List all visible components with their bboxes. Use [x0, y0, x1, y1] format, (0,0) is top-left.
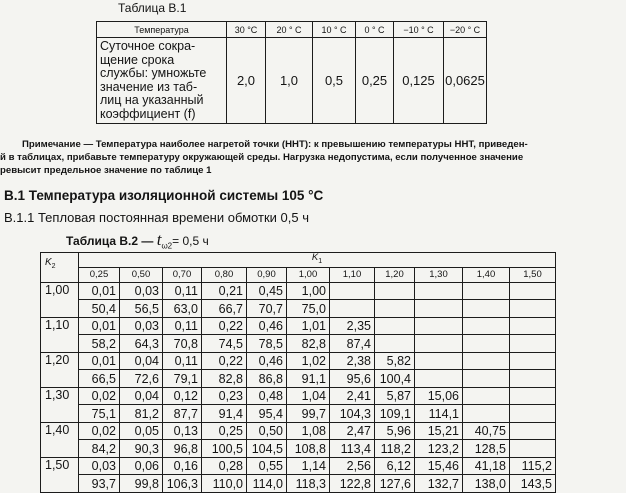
k1-value: 1,00 [287, 267, 330, 282]
table-cell-time: 0,46 [247, 352, 287, 370]
table-cell-time [510, 317, 556, 335]
table-cell-time: 0,01 [79, 317, 120, 335]
note-text: — Температура наиболее нагретой точки (ННТ): к превышению температуры ННТ, приведен- [80, 139, 528, 150]
table-b1-temp: 30 °C [227, 22, 266, 38]
table-cell-time: 0,03 [79, 457, 120, 475]
table-cell-time: 0,02 [79, 422, 120, 440]
table-cell-time: 1,02 [287, 352, 330, 370]
table-cell-time [415, 352, 463, 370]
desc-line: щение срока [100, 52, 175, 67]
table-cell-time: 5,87 [375, 387, 415, 405]
note-line-3 [0, 164, 626, 177]
table-cell-time: 0,04 [120, 387, 163, 405]
table-b2-caption-suffix: = 0,5 ч [172, 234, 209, 248]
k1-value: 0,80 [202, 267, 247, 282]
table-cell-temp: 64,3 [120, 335, 163, 353]
table-cell-time: 6,12 [375, 457, 415, 475]
k1-value: 0,70 [163, 267, 202, 282]
table-b1-value: 2,0 [227, 38, 266, 124]
table-b1 [96, 21, 487, 124]
note-text: й в таблицах, прибавьте температуру окружающей среды. Нагрузка недопустима, если полученное значение [0, 152, 524, 163]
table-cell-temp: 138,0 [463, 475, 510, 493]
table-cell-time: 0,11 [163, 317, 202, 335]
table-row [41, 300, 556, 318]
table-cell-temp: 79,1 [163, 370, 202, 388]
table-cell-time: 1,14 [287, 457, 330, 475]
table-b1-value: 0,125 [394, 38, 444, 124]
table-b1-value: 1,0 [266, 38, 313, 124]
table-cell-temp: 70,7 [247, 300, 287, 318]
table-cell-time: 1,01 [287, 317, 330, 335]
table-b2-k1-header-row [41, 253, 556, 268]
table-cell-temp: 56,5 [120, 300, 163, 318]
table-cell-temp: 82,8 [202, 370, 247, 388]
k1-value: 0,50 [120, 267, 163, 282]
table-cell-time: 1,04 [287, 387, 330, 405]
table-cell-temp: 118,3 [287, 475, 330, 493]
table-cell-temp: 122,8 [330, 475, 375, 493]
table-cell-time [510, 387, 556, 405]
k1-value: 1,50 [510, 267, 556, 282]
table-cell-temp: 82,8 [287, 335, 330, 353]
table-cell-time: 15,21 [415, 422, 463, 440]
table-cell-temp: 109,1 [375, 405, 415, 423]
table-cell-temp [510, 300, 556, 318]
table-cell-temp: 114,1 [415, 405, 463, 423]
table-cell-temp [510, 405, 556, 423]
table-cell-time: 15,46 [415, 457, 463, 475]
desc-line: значение из таб- [100, 79, 198, 94]
table-row [41, 475, 556, 493]
k1-value: 1,20 [375, 267, 415, 282]
table-cell-temp: 75,1 [79, 405, 120, 423]
table-cell-time [510, 352, 556, 370]
table-cell-time: 1,08 [287, 422, 330, 440]
table-cell-temp: 106,3 [163, 475, 202, 493]
table-b1-value: 0,0625 [444, 38, 487, 124]
table-b2 [40, 252, 556, 493]
table-cell-time: 0,23 [202, 387, 247, 405]
k1-value: 0,25 [79, 267, 120, 282]
table-cell-temp: 104,5 [247, 440, 287, 458]
k2-header [41, 253, 79, 283]
table-cell-time: 115,2 [510, 457, 556, 475]
k2-value: 1,30 [41, 387, 79, 422]
table-cell-time: 2,38 [330, 352, 375, 370]
table-b1-header-row [97, 22, 487, 38]
table-cell-time: 0,22 [202, 352, 247, 370]
table-cell-temp: 86,8 [247, 370, 287, 388]
table-cell-time [415, 282, 463, 300]
k1-value: 1,40 [463, 267, 510, 282]
note-text: ревысит предельное значение по таблице 1 [0, 165, 212, 176]
table-row [41, 440, 556, 458]
table-cell-temp [510, 370, 556, 388]
table-cell-time: 0,21 [202, 282, 247, 300]
table-row [41, 387, 556, 405]
table-cell-time: 0,25 [202, 422, 247, 440]
section-title: В.1 Температура изоляционной системы 105 °С [4, 188, 324, 203]
table-cell-temp [510, 335, 556, 353]
k2-value: 1,00 [41, 282, 79, 317]
k1-header [79, 253, 556, 268]
table-cell-time [463, 282, 510, 300]
k1-value: 1,10 [330, 267, 375, 282]
table-cell-temp: 96,8 [163, 440, 202, 458]
table-cell-temp [463, 370, 510, 388]
table-cell-temp: 127,6 [375, 475, 415, 493]
table-cell-temp: 100,5 [202, 440, 247, 458]
table-b2-k1-values-row [41, 267, 556, 282]
table-cell-temp [415, 300, 463, 318]
desc-line: коэффициент (f) [100, 106, 196, 121]
desc-line: лиц на указанный [100, 93, 204, 107]
table-cell-temp: 66,5 [79, 370, 120, 388]
table-cell-temp [375, 300, 415, 318]
table-cell-temp: 74,5 [202, 335, 247, 353]
table-cell-time: 0,01 [79, 282, 120, 300]
table-cell-temp: 58,2 [79, 335, 120, 353]
table-b1-temp: −10 ° C [394, 22, 444, 38]
table-cell-temp: 143,5 [510, 475, 556, 493]
table-cell-time: 0,13 [163, 422, 202, 440]
table-cell-temp: 123,2 [415, 440, 463, 458]
table-cell-time: 0,45 [247, 282, 287, 300]
table-cell-temp [375, 335, 415, 353]
table-cell-time: 0,48 [247, 387, 287, 405]
k2-sub: 2 [51, 263, 56, 270]
table-b1-temp: 10 ° C [313, 22, 356, 38]
table-cell-temp: 128,5 [463, 440, 510, 458]
table-cell-time: 0,02 [79, 387, 120, 405]
table-cell-temp: 95,4 [247, 405, 287, 423]
table-cell-temp [463, 335, 510, 353]
table-cell-temp: 132,7 [415, 475, 463, 493]
table-cell-time: 2,56 [330, 457, 375, 475]
table-cell-temp: 87,4 [330, 335, 375, 353]
table-cell-temp: 81,2 [120, 405, 163, 423]
table-b1-header-label: Температура [97, 22, 227, 38]
table-cell-temp: 75,0 [287, 300, 330, 318]
table-cell-time [375, 317, 415, 335]
k2-value: 1,50 [41, 457, 79, 492]
table-cell-time: 0,11 [163, 352, 202, 370]
table-b2-body [41, 282, 556, 492]
table-row [41, 335, 556, 353]
k1-value: 0,90 [247, 267, 287, 282]
note-line-2 [0, 151, 626, 164]
table-cell-temp: 91,4 [202, 405, 247, 423]
k2-value: 1,10 [41, 317, 79, 352]
table-b1-value: 0,5 [313, 38, 356, 124]
table-cell-temp: 99,8 [120, 475, 163, 493]
table-cell-time: 0,22 [202, 317, 247, 335]
table-cell-time: 0,11 [163, 282, 202, 300]
table-cell-time: 2,41 [330, 387, 375, 405]
table-cell-temp [330, 300, 375, 318]
table-cell-temp [463, 405, 510, 423]
table-b1-temp: −20 ° C [444, 22, 487, 38]
table-cell-time: 0,04 [120, 352, 163, 370]
table-row [41, 317, 556, 335]
table-cell-temp: 91,1 [287, 370, 330, 388]
table-cell-time: 0,01 [79, 352, 120, 370]
table-cell-temp: 90,3 [120, 440, 163, 458]
table-row [41, 352, 556, 370]
table-cell-time: 0,05 [120, 422, 163, 440]
table-row [41, 422, 556, 440]
table-cell-temp: 70,8 [163, 335, 202, 353]
table-b1-data-row [97, 38, 487, 124]
table-cell-temp: 50,4 [79, 300, 120, 318]
note-line-1 [22, 138, 626, 151]
table-cell-temp: 100,4 [375, 370, 415, 388]
table-cell-time [375, 282, 415, 300]
table-cell-time [463, 317, 510, 335]
table-cell-time: 0,16 [163, 457, 202, 475]
table-row [41, 282, 556, 300]
table-cell-temp [510, 440, 556, 458]
table-cell-time [510, 422, 556, 440]
table-cell-time [463, 352, 510, 370]
table-b1-temp: 0 ° C [356, 22, 394, 38]
table-cell-temp [415, 370, 463, 388]
k1-value: 1,30 [415, 267, 463, 282]
table-cell-temp: 78,5 [247, 335, 287, 353]
table-b2-caption-symbol: t [156, 230, 162, 249]
table-cell-time: 0,06 [120, 457, 163, 475]
section-subtitle: В.1.1 Тепловая постоянная времени обмотки 0,5 ч [4, 210, 309, 225]
table-cell-temp: 114,0 [247, 475, 287, 493]
table-cell-time: 0,55 [247, 457, 287, 475]
table-cell-temp: 87,7 [163, 405, 202, 423]
table-b2-caption-prefix: Таблица В.2 — [66, 234, 154, 248]
note-label: Примечание [22, 139, 81, 150]
table-cell-time: 5,82 [375, 352, 415, 370]
table-cell-temp: 95,6 [330, 370, 375, 388]
k1-label: K [311, 252, 319, 263]
table-cell-temp: 118,2 [375, 440, 415, 458]
table-cell-temp: 93,7 [79, 475, 120, 493]
table-b1-temp: 20 ° C [266, 22, 313, 38]
table-cell-time: 40,75 [463, 422, 510, 440]
k2-value: 1,40 [41, 422, 79, 457]
table-cell-temp: 110,0 [202, 475, 247, 493]
table-cell-temp: 108,8 [287, 440, 330, 458]
table-cell-time: 41,18 [463, 457, 510, 475]
desc-line: службы: умножьте [100, 66, 207, 80]
table-b1-value: 0,25 [356, 38, 394, 124]
table-cell-temp [463, 300, 510, 318]
table-cell-temp: 72,6 [120, 370, 163, 388]
table-cell-time: 0,03 [120, 317, 163, 335]
table-cell-time: 2,47 [330, 422, 375, 440]
table-cell-temp: 63,0 [163, 300, 202, 318]
table-cell-time: 0,28 [202, 457, 247, 475]
desc-line: Суточное сокра- [100, 39, 196, 53]
k2-value: 1,20 [41, 352, 79, 387]
table-cell-temp: 66,7 [202, 300, 247, 318]
table-cell-temp: 99,7 [287, 405, 330, 423]
table-b1-description [97, 38, 227, 124]
table-b2-caption [66, 230, 209, 250]
table-cell-time: 0,12 [163, 387, 202, 405]
k1-sub: 1 [318, 257, 323, 265]
table-row [41, 405, 556, 423]
table-cell-temp: 113,4 [330, 440, 375, 458]
table-cell-time: 0,03 [120, 282, 163, 300]
table-cell-temp [415, 335, 463, 353]
table-row [41, 457, 556, 475]
table-b2-caption-sub: ω2 [161, 241, 173, 251]
table-cell-time [330, 282, 375, 300]
k2-label: K [45, 257, 52, 268]
table-cell-time [415, 317, 463, 335]
table-cell-time: 1,00 [287, 282, 330, 300]
table-cell-temp: 104,3 [330, 405, 375, 423]
table-cell-time: 15,06 [415, 387, 463, 405]
table-row [41, 370, 556, 388]
table-b1-caption: Таблица В.1 [118, 1, 187, 15]
table-cell-time [463, 387, 510, 405]
table-cell-time [510, 282, 556, 300]
table-cell-time: 2,35 [330, 317, 375, 335]
table-cell-time: 0,46 [247, 317, 287, 335]
table-cell-time: 5,96 [375, 422, 415, 440]
table-cell-temp: 84,2 [79, 440, 120, 458]
table-cell-time: 0,50 [247, 422, 287, 440]
